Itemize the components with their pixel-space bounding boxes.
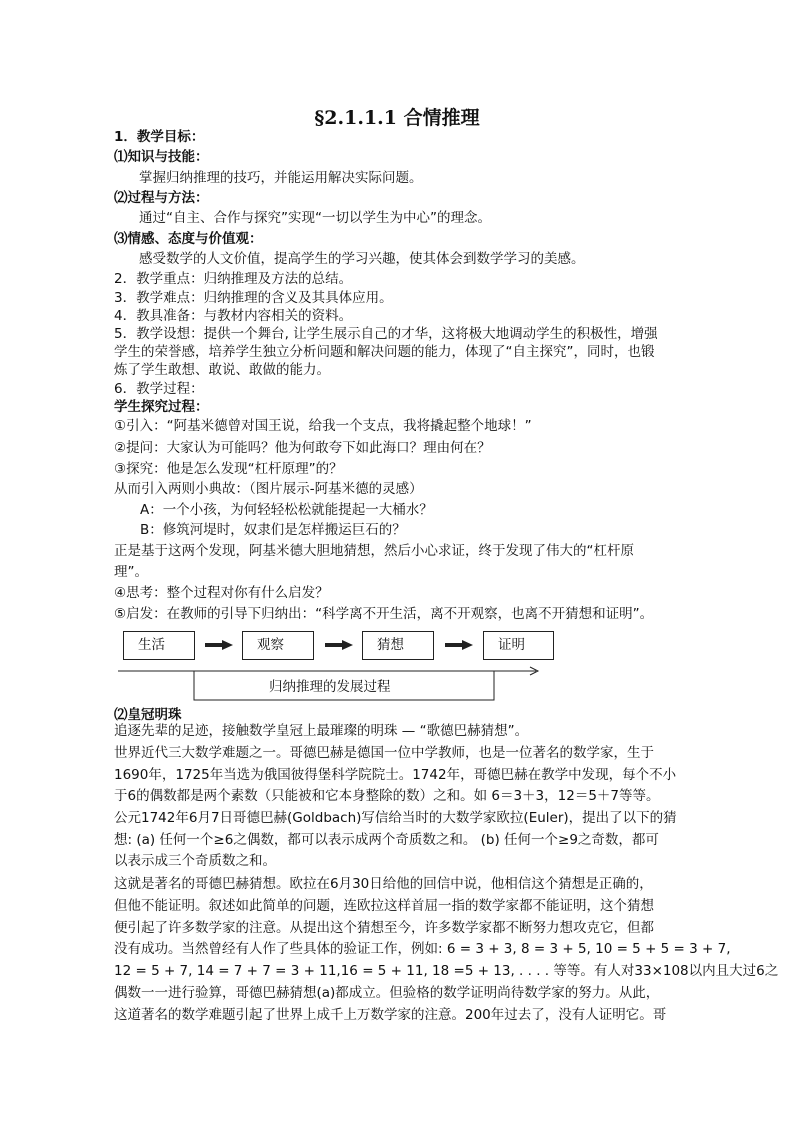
- subheading-knowledge-skills: ⑴知识与技能：: [114, 149, 209, 165]
- paragraph-line: 但他不能证明。叙述如此简单的问题，连欧拉这样首屈一指的数学家都不能证明，这个猜想: [114, 898, 654, 914]
- paragraph-line: 世界近代三大数学难题之一。哥德巴赫是德国一位中学教师，也是一位著名的数学家，生于: [114, 745, 654, 761]
- paragraph-line: 1690年，1725年当选为俄国彼得堡科学院院士。1742年，哥德巴赫在教学中发现，每个不小: [114, 767, 677, 783]
- arrow-right-icon: [325, 640, 353, 650]
- paragraph-line: ②提问：大家认为可能吗？他为何敢夸下如此海口？理由何在？: [114, 440, 491, 456]
- flow-caption: 归纳推理的发展过程: [269, 679, 391, 695]
- paragraph-line: 从而引入两则小典故：（图片展示-阿基米德的灵感）: [114, 481, 423, 497]
- flow-step-observe: 观察: [242, 631, 314, 660]
- section-teaching-process: 6．教学过程：: [114, 381, 204, 397]
- paragraph-line: 学生的荣誉感，培养学生独立分析问题和解决问题的能力，体现了“自主探究”，同时，也锻: [114, 344, 655, 360]
- paragraph-line: 理”。: [114, 564, 148, 580]
- section-teaching-idea: 5．教学设想：提供一个舞台, 让学生展示自己的才华，这将极大地调动学生的积极性，增强: [114, 326, 658, 342]
- arrow-right-icon: [205, 640, 233, 650]
- paragraph-line: 公元1742年6月7日哥德巴赫(Goldbach)写信给当时的大数学家欧拉(Euler)，提出了以下的猜: [114, 810, 677, 826]
- flow-step-guess: 猜想: [362, 631, 434, 660]
- page-title: §2.1.1.1 合情推理: [314, 107, 480, 129]
- subheading-emotion-attitude: ⑶情感、态度与价值观：: [114, 231, 263, 247]
- flow-step-life: 生活: [123, 631, 195, 660]
- subheading-process-method: ⑵过程与方法：: [114, 190, 209, 206]
- paragraph-line: 没有成功。当然曾经有人作了些具体的验证工作，例如: 6 = 3 + 3, 8 = 3 + 5, 10 = 5 + 5 = 3 + 7,: [114, 941, 731, 957]
- arrow-right-icon: [445, 640, 473, 650]
- paragraph-line: 想: (a) 任何一个≥6之偶数，都可以表示成两个奇质数之和。 (b) 任何一个≥9之奇数，都可: [114, 832, 659, 848]
- paragraph-line: ①引入：“阿基米德曾对国王说，给我一个支点，我将撬起整个地球！”: [114, 418, 532, 434]
- paragraph-line: 掌握归纳推理的技巧，并能运用解决实际问题。: [139, 170, 423, 186]
- paragraph-line: 以表示成三个奇质数之和。: [114, 853, 276, 869]
- paragraph-line: 炼了学生敢想、敢说、敢做的能力。: [114, 362, 330, 378]
- paragraph-line: 追逐先辈的足迹，接触数学皇冠上最璀璨的明珠 — “歌德巴赫猜想”。: [114, 723, 529, 739]
- flow-step-prove: 证明: [483, 631, 554, 660]
- subheading-student-exploration: 学生探究过程：: [114, 399, 209, 415]
- paragraph-line: ③探究：他是怎么发现“杠杆原理”的？: [114, 461, 343, 477]
- paragraph-line: 偶数一一进行验算，哥德巴赫猜想(a)都成立。但验格的数学证明尚待数学家的努力。从此，: [114, 985, 660, 1001]
- section-difficulties: 3．教学难点：归纳推理的含义及其具体应用。: [114, 290, 393, 306]
- paragraph-line: A：一个小孩，为何轻轻松松就能提起一大桶水？: [140, 502, 433, 518]
- paragraph-line: 12 = 5 + 7, 14 = 7 + 7 = 3 + 11,16 = 5 + 11, 18 =5 + 13, . . . . 等等。有人对33×108以内且大过6之: [114, 963, 779, 979]
- paragraph-line: 通过“自主、合作与探究”实现“一切以学生为中心”的理念。: [139, 210, 491, 226]
- section-materials: 4．教具准备：与教材内容相关的资料。: [114, 308, 353, 324]
- section-key-points: 2．教学重点：归纳推理及方法的总结。: [114, 271, 353, 287]
- paragraph-line: 于6的偶数都是两个素数（只能被和它本身整除的数）之和。如 6＝3＋3，12＝5＋7等等。: [114, 788, 660, 804]
- section-teaching-goals: 1．教学目标：: [114, 129, 205, 145]
- paragraph-line: 正是基于这两个发现，阿基米德大胆地猜想，然后小心求证，终于发现了伟大的“杠杆原: [114, 543, 634, 559]
- paragraph-line: 这就是著名的哥德巴赫猜想。欧拉在6月30日给他的回信中说，他相信这个猜想是正确的，: [114, 876, 653, 892]
- paragraph-line: 便引起了许多数学家的注意。从提出这个猜想至今，许多数学家都不断努力想攻克它，但都: [114, 920, 654, 936]
- paragraph-line: B：修筑河堤时，奴隶们是怎样搬运巨石的？: [140, 522, 406, 538]
- paragraph-line: ⑤启发：在教师的引导下归纳出：“科学离不开生活，离不开观察，也离不开猜想和证明”。: [114, 606, 654, 622]
- subheading-crown-jewel: ⑵皇冠明珠: [114, 707, 182, 723]
- paragraph-line: 这道著名的数学难题引起了世界上成千上万数学家的注意。200年过去了，没有人证明它。哥: [114, 1007, 667, 1023]
- paragraph-line: 感受数学的人文价值，提高学生的学习兴趣，使其体会到数学学习的美感。: [139, 251, 585, 267]
- paragraph-line: ④思考：整个过程对你有什么启发？: [114, 585, 329, 601]
